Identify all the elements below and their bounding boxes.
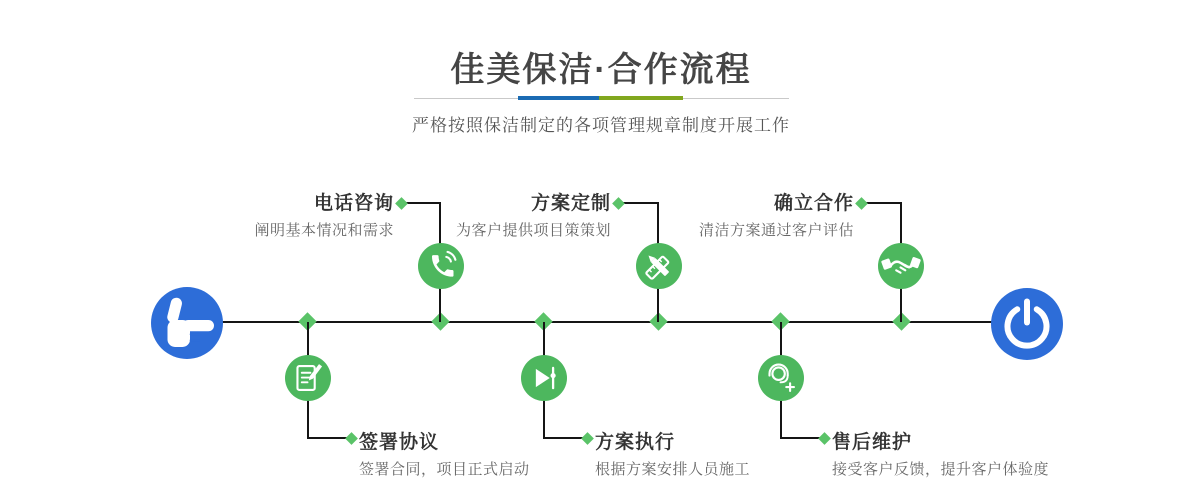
handshake-icon	[878, 243, 924, 289]
title-divider	[414, 96, 789, 101]
contract-icon	[285, 355, 331, 401]
divider-green-segment	[599, 96, 683, 100]
step-title: 签署协议	[359, 432, 440, 453]
start-node	[151, 287, 223, 359]
phone-icon	[418, 243, 464, 289]
step-title: 售后维护	[832, 432, 913, 453]
step-title: 确立合作	[773, 193, 854, 214]
step-title: 方案定制	[530, 193, 611, 214]
step-diamond	[818, 432, 831, 445]
timeline	[222, 321, 992, 323]
step-title: 电话咨询	[313, 193, 394, 214]
design-icon	[636, 243, 682, 289]
end-node	[991, 288, 1063, 360]
page-title: 佳美保洁·合作流程	[450, 51, 752, 89]
step-desc: 阐明基本情况和需求	[254, 222, 394, 239]
step-node-execute-plan	[521, 355, 567, 401]
page-subtitle: 严格按照保洁制定的各项管理规章制度开展工作	[412, 116, 790, 135]
step-text-sign-agreement	[359, 427, 530, 479]
step-node-confirm-cooperation	[878, 243, 924, 289]
step-text-after-sale	[832, 427, 1049, 479]
step-node-phone-consult	[418, 243, 464, 289]
step-desc: 根据方案安排人员施工	[595, 461, 751, 478]
step-desc: 签署合同，项目正式启动	[359, 461, 530, 478]
step-text-plan-design	[353, 188, 611, 240]
step-title: 方案执行	[595, 432, 676, 453]
aftersale-icon	[758, 355, 804, 401]
hand-point-icon	[151, 287, 223, 359]
step-node-after-sale	[758, 355, 804, 401]
step-diamond	[581, 432, 594, 445]
step-text-execute-plan	[595, 427, 750, 479]
step-node-sign-agreement	[285, 355, 331, 401]
step-desc: 清洁方案通过客户评估	[698, 222, 854, 239]
divider-blue-segment	[518, 96, 599, 100]
step-node-plan-design	[636, 243, 682, 289]
power-icon	[991, 288, 1063, 360]
step-diamond	[855, 197, 868, 210]
step-diamond	[345, 432, 358, 445]
step-text-confirm-cooperation	[596, 188, 854, 240]
step-desc: 为客户提供项目策策划	[455, 222, 611, 239]
execute-icon	[521, 355, 567, 401]
step-desc: 接受客户反馈，提升客户体验度	[832, 461, 1050, 478]
